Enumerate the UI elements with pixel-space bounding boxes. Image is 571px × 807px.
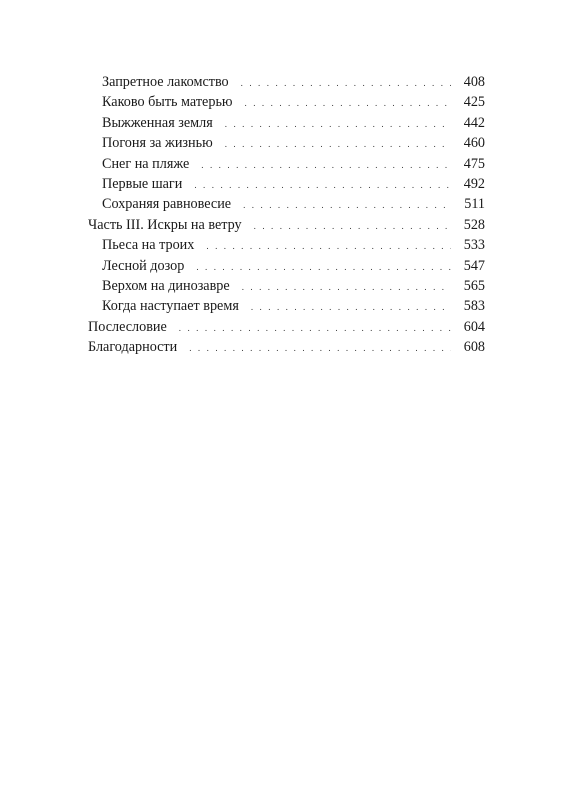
toc-page-number: 547 [463, 257, 485, 274]
toc-entry-title: Запретное лакомство [102, 74, 229, 90]
toc-entry-title: Снег на пляже [102, 155, 190, 172]
toc-page-number: 528 [463, 216, 485, 233]
toc-entry[interactable] [88, 133, 485, 153]
toc-entry-title: Послесловие [88, 318, 167, 335]
toc-page-number: 583 [463, 298, 485, 315]
toc-entry-title: Погоня за жизнью [102, 135, 213, 152]
toc-entry[interactable] [88, 92, 485, 112]
toc-entry[interactable] [88, 113, 485, 133]
toc-entry[interactable] [88, 317, 485, 337]
toc-entry-title: Первые шаги [102, 175, 183, 192]
toc-page-number: 442 [463, 114, 485, 131]
table-of-contents [88, 72, 485, 357]
toc-leader-dots [251, 297, 451, 317]
toc-entry[interactable] [88, 174, 485, 194]
toc-entry[interactable] [88, 235, 485, 255]
toc-page-number: 492 [463, 175, 485, 192]
toc-entry-title: Когда наступает время [102, 298, 239, 315]
toc-entry[interactable] [88, 256, 485, 276]
toc-leader-dots [254, 216, 451, 236]
toc-entry[interactable] [88, 194, 485, 214]
toc-leader-dots [196, 257, 451, 277]
toc-entry[interactable] [88, 154, 485, 174]
toc-page-number: 511 [464, 196, 485, 213]
toc-leader-dots [245, 93, 451, 113]
toc-entry[interactable] [88, 296, 485, 316]
toc-entry-title: Выжженная земля [102, 114, 213, 131]
toc-leader-dots [206, 236, 451, 256]
toc-leader-dots [201, 155, 451, 175]
toc-page-number: 460 [463, 135, 485, 152]
toc-entry-title: Лесной дозор [102, 257, 185, 274]
toc-leader-dots [225, 134, 451, 154]
toc-page-number: 604 [463, 318, 485, 335]
toc-entry-title: Верхом на динозавре [102, 277, 230, 294]
toc-entry-title: Часть III. Искры на ветру [88, 216, 242, 233]
toc-leader-dots [179, 318, 451, 338]
toc-entry[interactable] [88, 337, 485, 357]
toc-page-number: 425 [463, 94, 485, 111]
toc-entry[interactable] [88, 72, 485, 92]
toc-page-number: 408 [463, 74, 485, 90]
toc-leader-dots [241, 73, 451, 93]
toc-page-number: 608 [463, 339, 485, 356]
toc-leader-dots [243, 195, 451, 215]
toc-leader-dots [194, 175, 451, 195]
toc-entry[interactable] [88, 276, 485, 296]
toc-leader-dots [242, 277, 451, 297]
toc-entry-title: Пьеса на троих [102, 237, 195, 254]
toc-entry-title: Сохраняя равновесие [102, 196, 232, 213]
toc-entry-title: Благодарности [88, 339, 178, 356]
toc-page-number: 533 [463, 237, 485, 254]
toc-page-number: 475 [463, 155, 485, 172]
toc-entry[interactable] [88, 215, 485, 235]
toc-leader-dots [225, 114, 451, 134]
toc-leader-dots [189, 338, 451, 358]
toc-entry-title: Каково быть матерью [102, 94, 233, 111]
toc-page-number: 565 [463, 277, 485, 294]
